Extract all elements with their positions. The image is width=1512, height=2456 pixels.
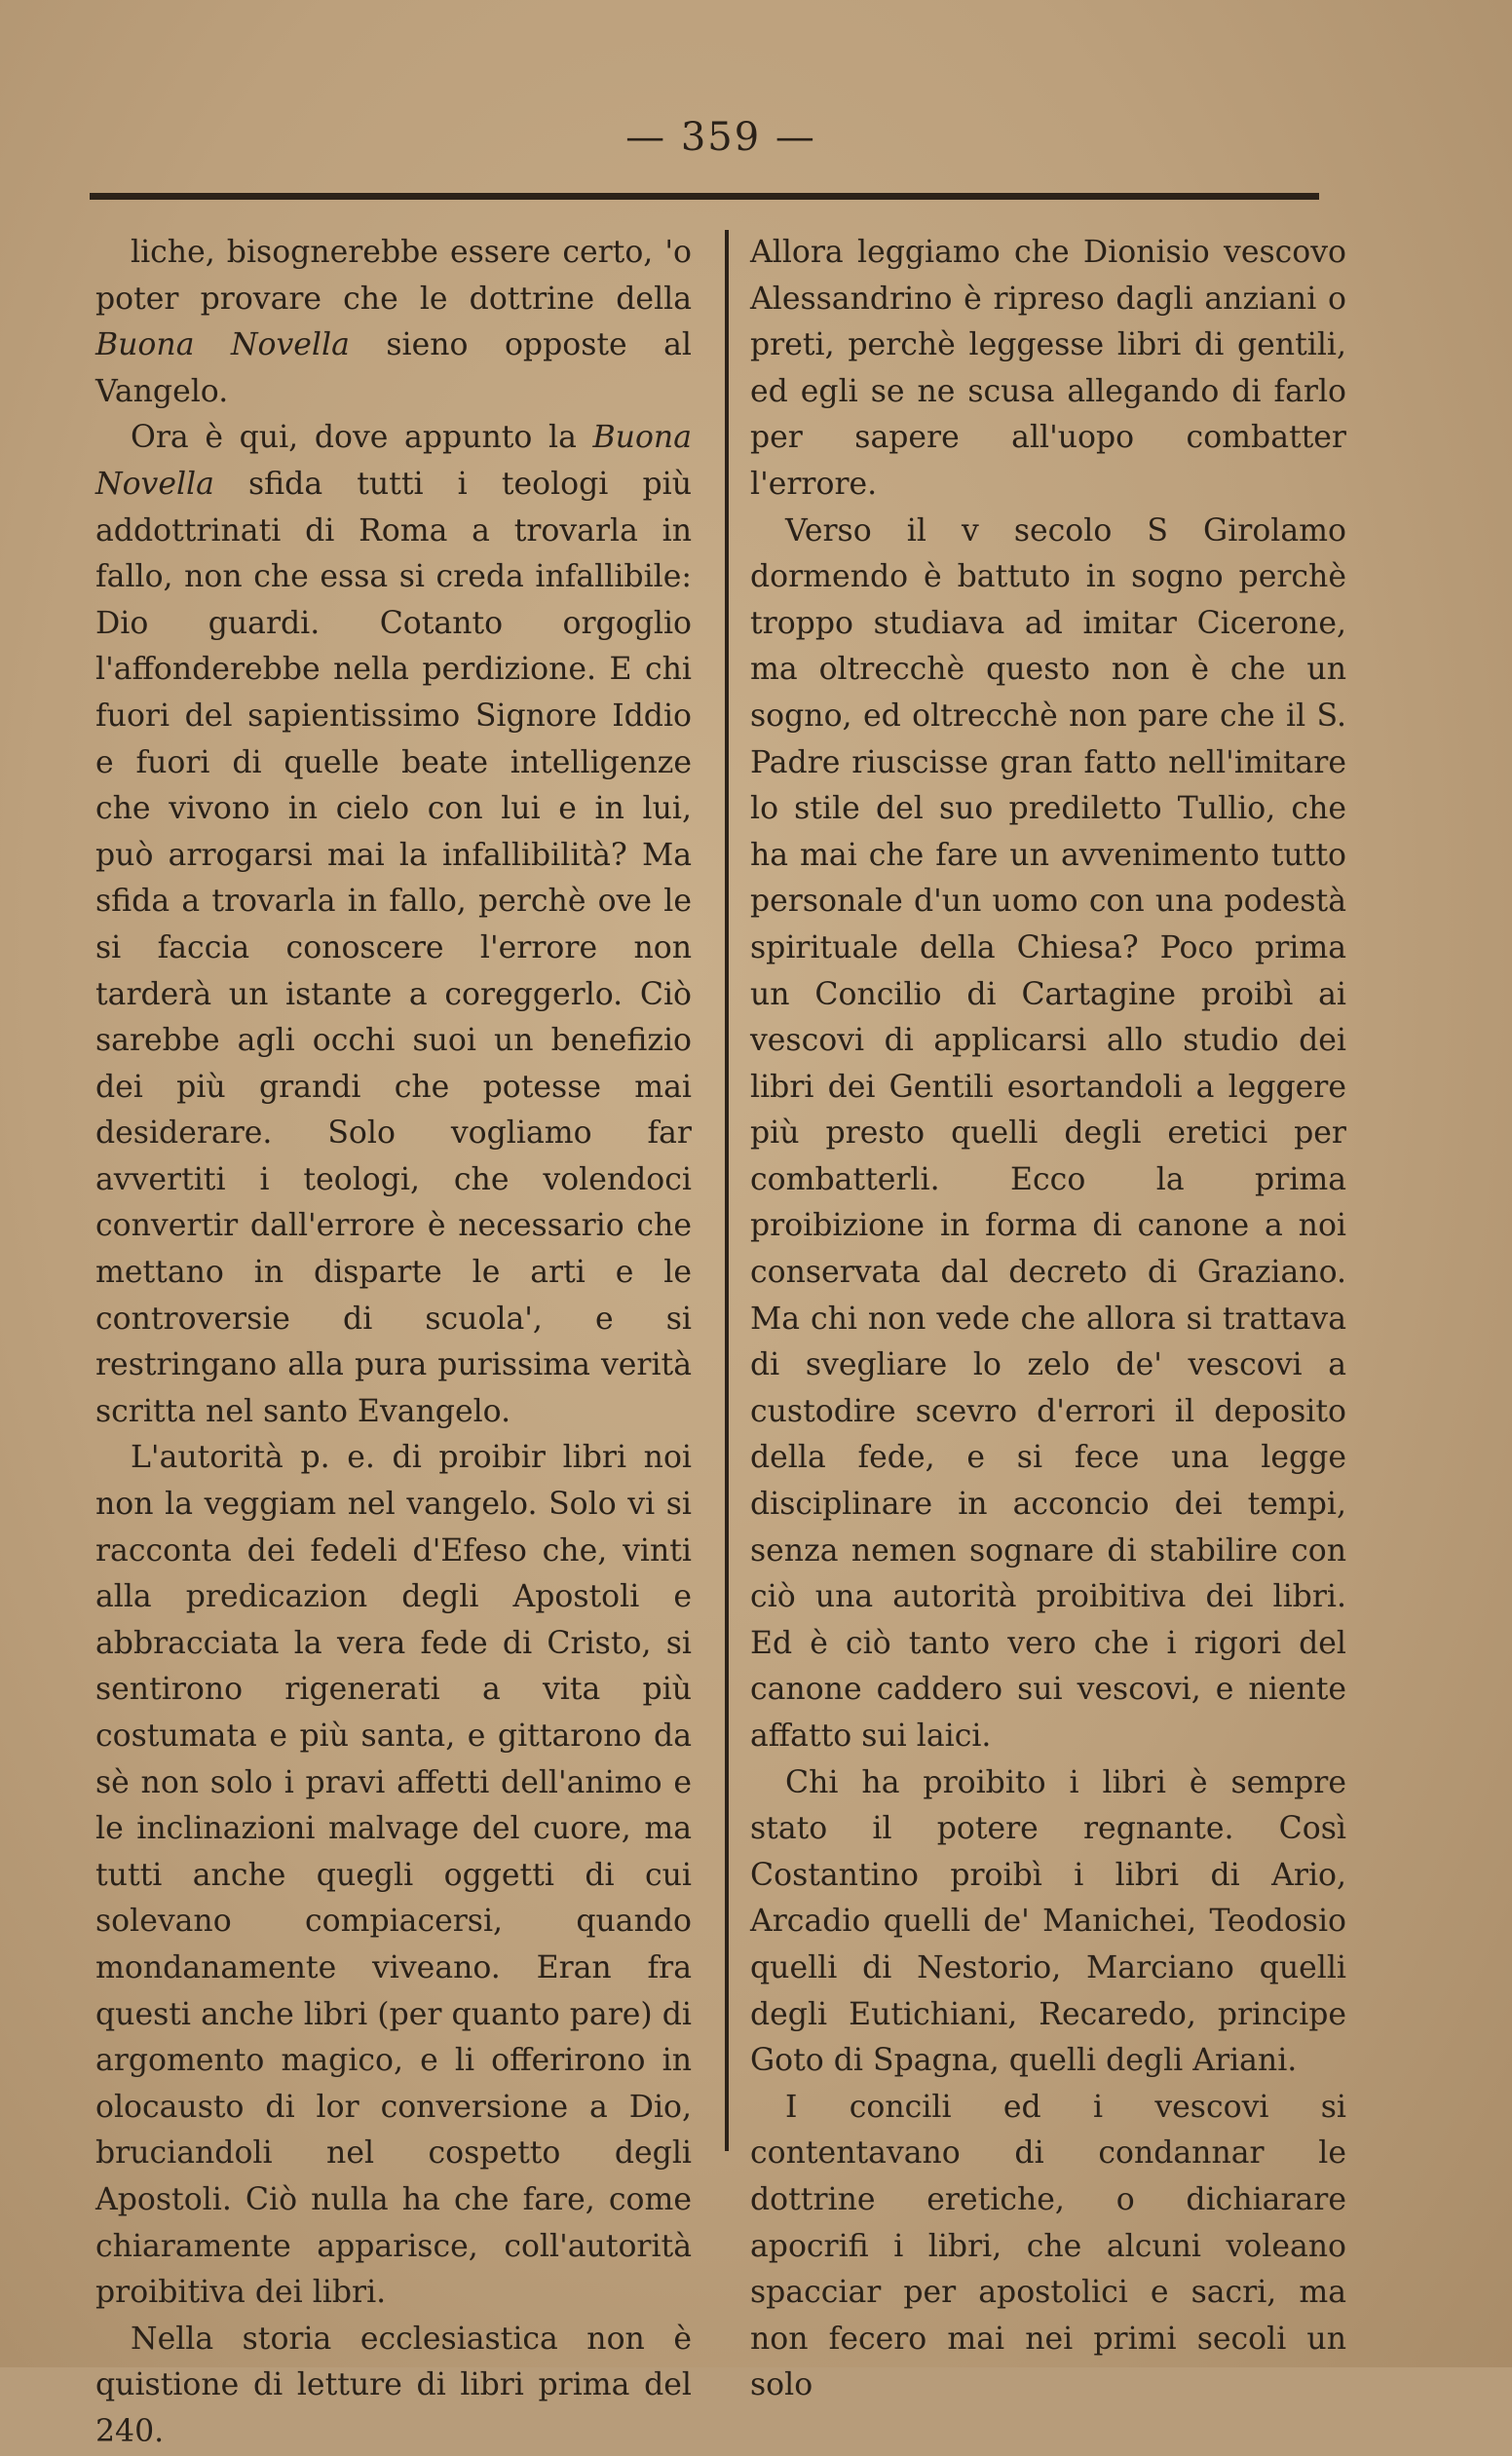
paragraph xyxy=(750,509,1346,1760)
header-rule xyxy=(90,193,1319,200)
paragraph xyxy=(95,2317,692,2456)
italic-title: Buona Novella xyxy=(95,327,350,363)
page-number: — 359 — xyxy=(625,115,816,160)
column-divider xyxy=(725,230,729,2151)
text-run: Verso il v secolo S Girolamo dormendo è battuto in sogno perchè troppo studiava ad imitar Cicerone, ma oltrecchè questo non è che un sogno, ed oltrecchè non pare che il S. Padre riuscisse gran fatto nell'imitare lo stile del suo prediletto Tullio, che ha mai che fare un avvenimento tutto personale d'un uomo con una podestà spirituale della Chiesa? Poco prima un Concilio di Cartagine proibì ai vescovi di applicarsi allo studio dei libri dei Gentili esortandoli a leggere più presto quelli degli eretici per combatterli. Ecco la prima proibizione in forma di canone a noi conservata dal decreto di Graziano. Ma chi non vede che allora si trattava di svegliare lo zelo de' vescovi a custodire scevro d'errori il deposito della fede, e si fece una legge disciplinare in acconcio dei tempi, senza nemen sognare di stabilire con ciò una autorità proibitiva dei libri. Ed è ciò tanto vero che i rigori del canone caddero sui vescovi, e niente affatto sui laici. xyxy=(750,512,1346,1754)
text-run: Nella storia ecclesiastica non è quistione di letture di libri prima del 240. xyxy=(95,2321,692,2449)
text-run: liche, bisognerebbe essere certo, 'o poter provare che le dottrine della xyxy=(95,235,692,317)
text-run: I concili ed i vescovi si contentavano di condannar le dottrine eretiche, o dichiarare apocrifi i libri, che alcuni voleano spacciar per apostolici e sacri, ma non fecero mai nei primi secoli un solo xyxy=(750,2089,1346,2403)
paragraph xyxy=(750,230,1346,509)
paragraph xyxy=(750,1760,1346,2085)
paragraph xyxy=(95,1435,692,2316)
paragraph xyxy=(750,2085,1346,2409)
left-column xyxy=(95,230,692,2456)
paragraph xyxy=(95,230,692,415)
text-run: Chi ha proibito i libri è sempre stato il potere regnante. Così Costantino proibì i libri di Ario, Arcadio quelli de' Manichei, Teodosio quelli di Nestorio, Marciano quelli degli Eutichiani, Recaredo, principe Goto di Spagna, quelli degli Ariani. xyxy=(750,1764,1346,2079)
italic-title: Buona Novella xyxy=(95,420,692,502)
paragraph xyxy=(95,415,692,1435)
text-run: sfida tutti i teologi più addottrinati di Roma a trovarla in fallo, non che essa si creda infallibile: Dio guardi. Cotanto orgoglio l'affonderebbe nella perdizione. E chi fuori del sapientissimo Signore Iddio e fuori di quelle beate intelligenze che vivono in cielo con lui e in lui, può arrogarsi mai la infallibilità? Ma sfida a trovarla in fallo, perchè ove le si faccia conoscere l'errore non tarderà un istante a coreggerlo. Ciò sarebbe agli occhi suoi un benefizio dei più grandi che potesse mai desiderare. Solo vogliamo far avvertiti i teologi, che volendoci convertir dall'errore è necessario che mettano in disparte le arti e le controversie di scuola', e si restringano alla pura purissima verità scritta nel santo Evangelo. xyxy=(95,466,692,1429)
text-run: sieno opposte al Vangelo. xyxy=(95,327,692,409)
text-run: Allora leggiamo che Dionisio vescovo Alessandrino è ripreso dagli anziani o preti, perchè leggesse libri di gentili, ed egli se ne scusa allegando di farlo per sapere all'uopo combatter l'errore. xyxy=(750,235,1346,502)
text-run: L'autorità p. e. di proibir libri noi non la veggiam nel vangelo. Solo vi si racconta dei fedeli d'Efeso che, vinti alla predicazion degli Apostoli e abbracciata la vera fede di Cristo, si sentirono rigenerati a vita più costumata e più santa, e gittarono da sè non solo i pravi affetti dell'animo e le inclinazioni malvage del cuore, ma tutti anche quegli oggetti di cui solevano compiacersi, quando mondanamente viveano. Eran fra questi anche libri (per quanto pare) di argomento magico, e li offerirono in olocausto di lor conversione a Dio, bruciandoli nel cospetto degli Apostoli. Ciò nulla ha che fare, come chiaramente apparisce, coll'autorità proibitiva dei libri. xyxy=(95,1440,692,2311)
right-column xyxy=(750,230,1346,2409)
text-run: Ora è qui, dove appunto la xyxy=(131,420,593,456)
